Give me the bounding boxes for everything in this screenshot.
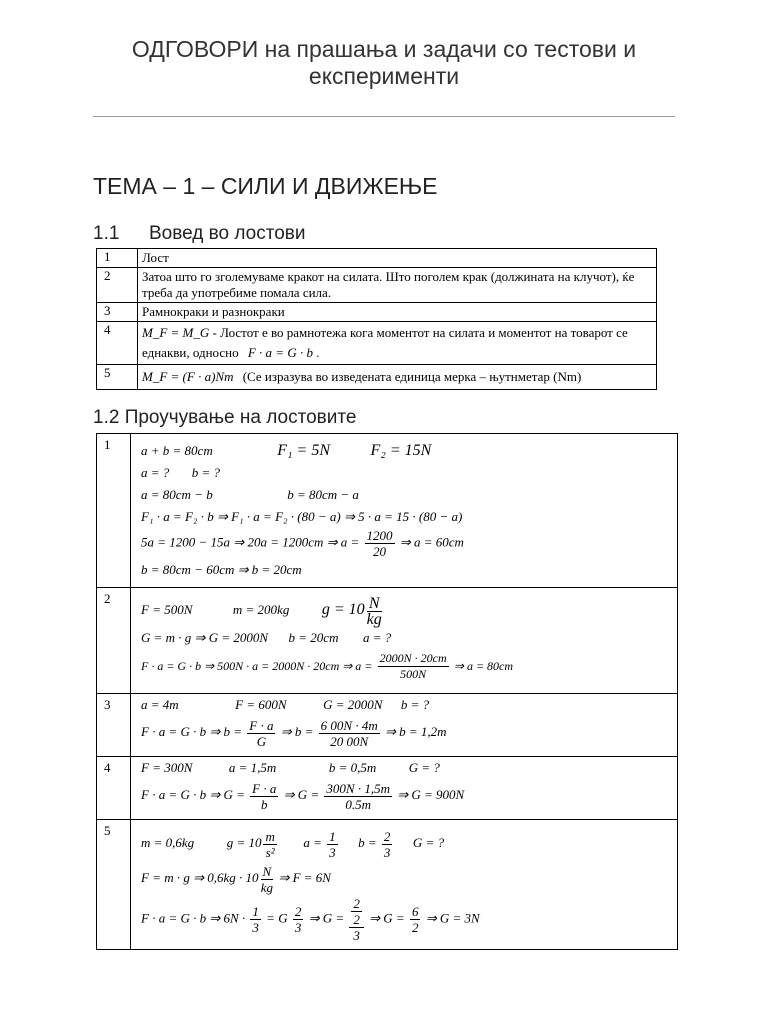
fraction bbox=[261, 864, 274, 895]
given-b: b = 20cm bbox=[288, 629, 339, 645]
denominator: kg bbox=[366, 610, 382, 628]
table-row bbox=[97, 249, 657, 268]
numerator: 1 bbox=[329, 828, 336, 844]
fraction bbox=[250, 781, 278, 812]
given-b: b = 0,5m bbox=[328, 760, 377, 775]
numerator: 6 00N · 4m bbox=[320, 717, 378, 733]
equation-part: ⇒ G = bbox=[369, 910, 405, 926]
row-number: 5 bbox=[97, 820, 131, 950]
fraction bbox=[247, 718, 275, 749]
denominator: 3 bbox=[252, 920, 259, 935]
numerator: N bbox=[367, 596, 382, 612]
given-force: F = 500N bbox=[141, 602, 193, 617]
given-a: a = 1,5m bbox=[228, 760, 277, 775]
fraction bbox=[324, 781, 392, 812]
given-force: F = 300N bbox=[141, 760, 193, 775]
numerator: m bbox=[265, 828, 275, 844]
solution-line bbox=[141, 896, 667, 943]
row-number: 4 bbox=[97, 322, 138, 365]
numerator: 300N · 1,5m bbox=[326, 780, 390, 796]
numerator: F · a bbox=[252, 780, 277, 796]
denominator: 20 bbox=[373, 544, 387, 559]
given-a: a = bbox=[303, 835, 322, 850]
solution-cell bbox=[131, 588, 678, 694]
fraction bbox=[319, 718, 380, 749]
given-gravity: g = 10 bbox=[321, 601, 365, 618]
table-row bbox=[97, 694, 678, 757]
row-number: 1 bbox=[97, 434, 131, 588]
numerator: 1200 bbox=[366, 528, 393, 543]
row-number: 4 bbox=[97, 757, 131, 820]
numerator: 6 bbox=[411, 904, 419, 919]
answer-cell bbox=[138, 322, 657, 365]
unknown-g: G = ? bbox=[412, 835, 445, 850]
period: . bbox=[316, 345, 320, 360]
row-number: 3 bbox=[97, 303, 138, 322]
given-f1: F₁ = 5N bbox=[277, 442, 331, 459]
fraction bbox=[250, 904, 261, 935]
answer-text: (Се изразува во изведената единица мерка – њутнметар (Nm) bbox=[242, 369, 582, 384]
equation-part: ⇒ b = 1,2m bbox=[384, 724, 447, 739]
unknown-a: a = ? bbox=[362, 629, 392, 645]
given-gravity: g = 10 bbox=[226, 835, 262, 850]
row-number: 1 bbox=[97, 249, 138, 268]
table-row bbox=[97, 434, 678, 588]
denominator: 3 bbox=[329, 844, 336, 860]
numerator: 2 bbox=[383, 828, 391, 844]
solution-line bbox=[141, 777, 667, 813]
fraction bbox=[293, 904, 304, 935]
denominator: 3 bbox=[294, 920, 302, 935]
row-number: 2 bbox=[97, 268, 138, 303]
fraction bbox=[351, 896, 362, 927]
solution-line bbox=[141, 440, 667, 462]
numerator: 2 bbox=[294, 904, 302, 919]
solution-line bbox=[141, 594, 667, 627]
table-row bbox=[97, 322, 657, 365]
row-number: 5 bbox=[97, 365, 138, 390]
given-mass: m = 0,6kg bbox=[141, 835, 195, 850]
section-1-2-heading: 1.2 Проучување на лостовите bbox=[93, 407, 357, 428]
compound-fraction bbox=[349, 896, 364, 943]
equation-part: ⇒ b = bbox=[280, 724, 314, 739]
given-mass: m = 200kg bbox=[232, 602, 290, 617]
denominator: 0.5m bbox=[345, 796, 372, 812]
unknown-a: a = ? bbox=[141, 465, 170, 480]
given-force: F = 600N bbox=[235, 697, 287, 712]
denominator: 2 bbox=[411, 920, 419, 935]
weight-calc: G = m · g ⇒ G = 2000N bbox=[141, 629, 269, 645]
section-title: Вовед во лостови bbox=[149, 223, 306, 244]
fraction bbox=[382, 829, 393, 860]
fraction bbox=[367, 596, 382, 627]
unknown-g: G = ? bbox=[408, 760, 440, 775]
equation-part: ⇒ a = 80cm bbox=[453, 658, 514, 673]
row-number: 2 bbox=[97, 588, 131, 694]
unknown-b: b = ? bbox=[400, 697, 430, 712]
expr-a: a = 80cm − b bbox=[141, 487, 213, 502]
answer-cell bbox=[138, 365, 657, 390]
given-b: b = bbox=[358, 835, 377, 850]
solution-line bbox=[141, 714, 667, 750]
page-title: ОДГОВОРИ на прашања и задачи со тестови и експерименти bbox=[131, 36, 637, 89]
solution-line bbox=[141, 462, 667, 484]
numerator bbox=[349, 896, 364, 928]
topic-heading: ТЕМА – 1 – СИЛИ И ДВИЖЕЊЕ bbox=[93, 173, 438, 199]
denominator: G bbox=[256, 733, 267, 749]
given-weight: G = 2000N bbox=[323, 697, 383, 712]
numerator: F · a bbox=[249, 717, 274, 733]
fraction bbox=[263, 829, 276, 860]
given-a: a = 4m bbox=[141, 697, 179, 712]
equilibrium-formula: F · a = G · b bbox=[247, 345, 313, 360]
answer-cell: Лост bbox=[138, 249, 657, 268]
moment-formula: M_F = (F · a)Nm bbox=[142, 369, 234, 384]
equation-part: F · a = G · b ⇒ b = bbox=[141, 724, 243, 739]
given-f2: F₂ = 15N bbox=[370, 442, 432, 459]
answers-table-1-1 bbox=[96, 248, 657, 390]
table-row bbox=[97, 588, 678, 694]
table-row bbox=[97, 757, 678, 820]
equation-part: ⇒ G = bbox=[283, 787, 320, 802]
equation-part: F · a = G · b ⇒ G = bbox=[141, 787, 245, 802]
denominator: 20 00N bbox=[330, 733, 369, 749]
equation-part: ⇒ a = 60cm bbox=[399, 534, 464, 550]
given-sum: a + b = 80cm bbox=[141, 443, 213, 458]
equation-part: ⇒ F = 6N bbox=[278, 870, 331, 885]
equation-part: F · a = G · b ⇒ 6N · bbox=[141, 910, 246, 926]
fraction bbox=[327, 829, 338, 860]
equation-part: ⇒ G = 900N bbox=[397, 787, 465, 802]
equation-part: ⇒ G = bbox=[308, 910, 345, 926]
equation-part: F = m · g ⇒ 0,6kg · 10 bbox=[141, 870, 259, 885]
answer-text: - Лостот е во рамнотежа кога моментот на силата и моментот на товарот се еднакви, односно bbox=[142, 325, 628, 360]
table-row bbox=[97, 303, 657, 322]
answer-cell: Рамнокраки и разнокраки bbox=[138, 303, 657, 322]
equation-part: = G bbox=[266, 910, 288, 926]
expr-b: b = 80cm − a bbox=[287, 487, 359, 502]
answer-cell: Затоа што го зголемуваме кракот на силата. Што поголем крак (должината на клучот), ќе треба да употребиме помала сила. bbox=[138, 268, 657, 303]
solutions-table-1-2 bbox=[96, 433, 678, 950]
solution-cell bbox=[131, 434, 678, 588]
equation-part: 5a = 1200 − 15a ⇒ 20a = 1200cm ⇒ a = bbox=[141, 534, 360, 550]
numerator: 2 bbox=[353, 896, 360, 911]
denominator: s² bbox=[265, 844, 275, 860]
fraction bbox=[378, 651, 449, 682]
equation-part: F · a = G · b ⇒ 500N · a = 2000N · 20cm ⇒ a = bbox=[141, 658, 373, 673]
row-number: 3 bbox=[97, 694, 131, 757]
solution-line: b = 80cm − 60cm ⇒ b = 20cm bbox=[141, 562, 302, 577]
denominator: 3 bbox=[353, 928, 360, 943]
moment-formula: M_F = M_G bbox=[142, 325, 210, 340]
numerator: 1 bbox=[252, 904, 259, 919]
solution-line bbox=[141, 696, 667, 714]
numerator: N bbox=[262, 863, 272, 879]
denominator: 2 bbox=[353, 912, 360, 927]
table-row bbox=[97, 268, 657, 303]
section-number: 1.1 bbox=[93, 223, 120, 244]
table-row bbox=[97, 820, 678, 950]
solution-line bbox=[141, 528, 667, 559]
fraction bbox=[365, 528, 395, 559]
unknown-b: b = ? bbox=[191, 465, 221, 480]
solution-line: F₁ · a = F₂ · b ⇒ F₁ · a = F₂ · (80 − a) ⇒ 5 · a = 15 · (80 − a) bbox=[141, 509, 463, 524]
solution-cell bbox=[131, 757, 678, 820]
denominator: b bbox=[261, 796, 268, 812]
fraction bbox=[410, 904, 421, 935]
equation-part: ⇒ G = 3N bbox=[425, 910, 480, 926]
table-row bbox=[97, 365, 657, 390]
denominator: kg bbox=[260, 879, 273, 895]
denominator: 3 bbox=[383, 844, 391, 860]
solution-line bbox=[141, 627, 667, 649]
solution-line bbox=[141, 860, 667, 896]
solution-line bbox=[141, 759, 667, 777]
solution-line bbox=[141, 484, 667, 506]
numerator: 2000N · 20cm bbox=[379, 651, 447, 666]
solution-cell bbox=[131, 820, 678, 950]
solution-cell bbox=[131, 694, 678, 757]
title-divider bbox=[93, 116, 675, 117]
section-1-1-heading bbox=[93, 223, 306, 245]
solution-line bbox=[141, 826, 667, 860]
denominator: 500N bbox=[400, 667, 427, 682]
solution-line bbox=[141, 649, 667, 683]
